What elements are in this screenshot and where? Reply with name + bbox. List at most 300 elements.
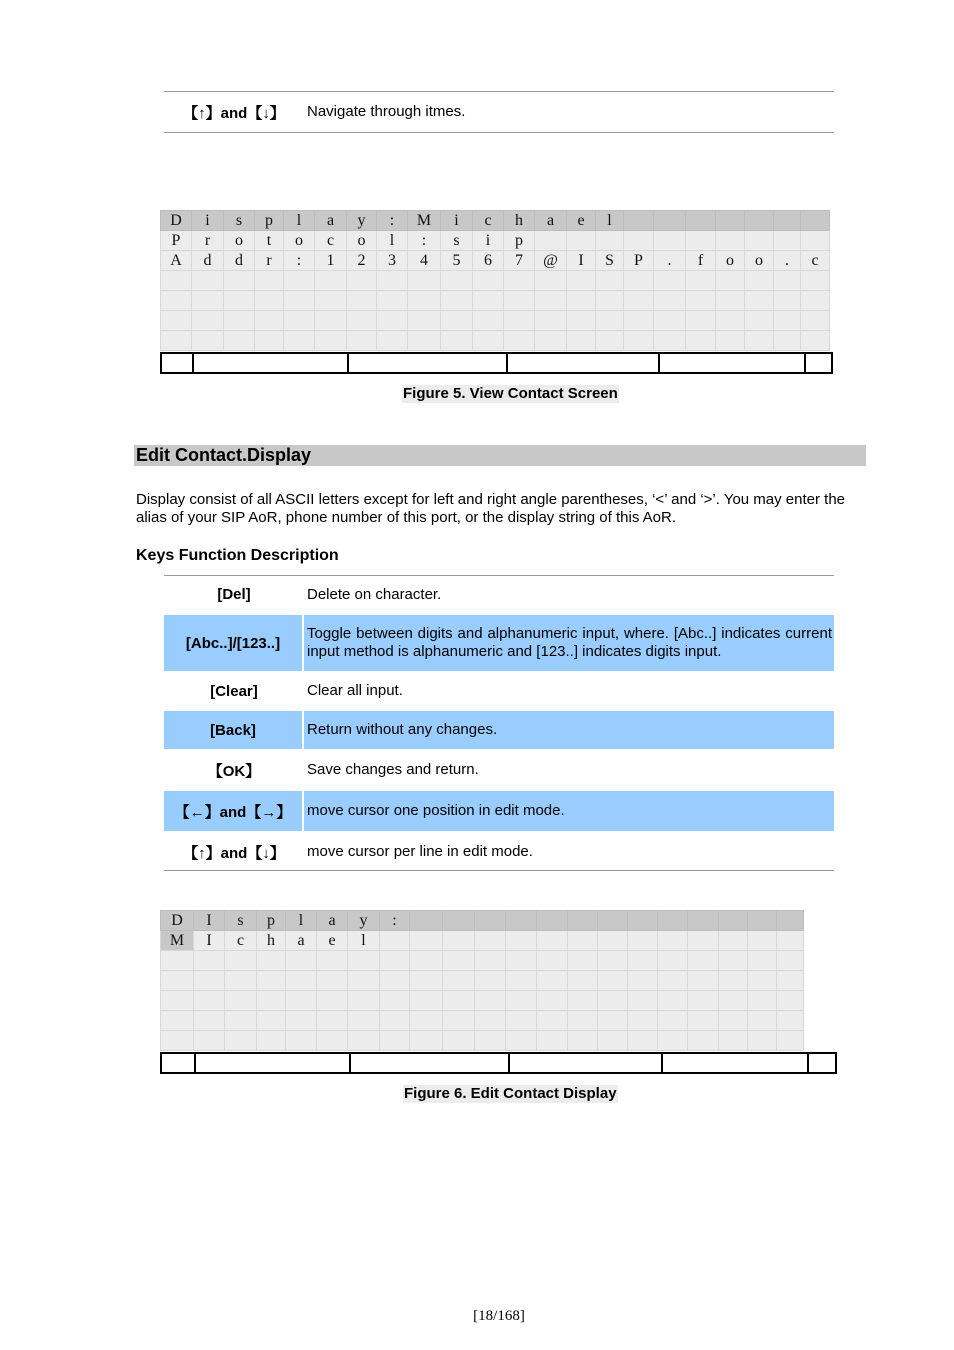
lcd-row: [161, 991, 804, 1011]
softkey-slot[interactable]: [349, 354, 508, 372]
lcd-cell: [224, 271, 255, 291]
lcd-cell: [567, 311, 596, 331]
lcd-cell: [628, 991, 658, 1011]
softkey-slot[interactable]: [196, 1054, 351, 1072]
lcd-cell: [628, 911, 658, 931]
lcd-cell: [443, 991, 475, 1011]
key-description: Navigate through itmes.: [307, 103, 466, 120]
lcd-cell: [377, 271, 408, 291]
lcd-cell: [410, 951, 443, 971]
figure6-caption: Figure 6. Edit Contact Display: [404, 1085, 617, 1102]
lcd-cell: [161, 991, 194, 1011]
lcd-cell: [192, 291, 224, 311]
lcd-cell: [598, 951, 628, 971]
table-row: [164, 751, 834, 789]
lcd-cell: [624, 331, 654, 351]
lcd-cell: [537, 1031, 568, 1051]
lcd-cell: [348, 1011, 380, 1031]
lcd-cell: [598, 1031, 628, 1051]
lcd-cell: [194, 951, 225, 971]
lcd-cell: [161, 971, 194, 991]
lcd-cell: [658, 991, 688, 1011]
lcd-row: [161, 211, 830, 231]
lcd-cell: [568, 931, 598, 951]
lcd-cell: [624, 291, 654, 311]
lcd-cell: l: [377, 231, 408, 251]
lcd-cell: [315, 271, 347, 291]
lcd-cell: p: [255, 211, 284, 231]
lcd-cell: [658, 911, 688, 931]
lcd-cell: A: [161, 251, 192, 271]
lcd-cell: P: [624, 251, 654, 271]
lcd-cell: [473, 271, 504, 291]
lcd-cell: S: [596, 251, 624, 271]
lcd-cell: t: [255, 231, 284, 251]
lcd-cell: [410, 971, 443, 991]
lcd-row: [161, 231, 830, 251]
lcd-cell: [475, 971, 506, 991]
softkey-slot[interactable]: [351, 1054, 510, 1072]
lcd-cell: 3: [377, 251, 408, 271]
lcd-cell: [801, 271, 830, 291]
lcd-cell: [506, 991, 537, 1011]
lcd-cell: [535, 291, 567, 311]
lcd-cell: [777, 991, 804, 1011]
lcd-cell: [719, 1011, 748, 1031]
softkey-slot[interactable]: [663, 1054, 809, 1072]
lcd-cell: [410, 931, 443, 951]
lcd-cell: [257, 991, 286, 1011]
lcd-cell: [777, 931, 804, 951]
lcd-cell: [686, 331, 716, 351]
lcd-cell: [654, 311, 686, 331]
lcd-cell: o: [347, 231, 377, 251]
key-description: move cursor per line in edit mode.: [307, 843, 533, 860]
lcd-cell: [535, 231, 567, 251]
lcd-cell: [658, 1011, 688, 1031]
lcd-cell: [748, 1011, 777, 1031]
lcd-cell: [568, 1031, 598, 1051]
lcd-cell: [598, 971, 628, 991]
softkey-slot[interactable]: [508, 354, 660, 372]
lcd-cell: [745, 211, 774, 231]
lcd-cell: [774, 231, 801, 251]
lcd-cell: [410, 991, 443, 1011]
lcd-cell: D: [161, 211, 192, 231]
lcd-row: [161, 951, 804, 971]
lcd-cell: [347, 291, 377, 311]
lcd-cell: [410, 911, 443, 931]
lcd-cell: [748, 1031, 777, 1051]
lcd-cell: [745, 311, 774, 331]
lcd-cell: [567, 331, 596, 351]
lcd-cell: c: [801, 251, 830, 271]
lcd-cell: 6: [473, 251, 504, 271]
lcd-cell: [284, 311, 315, 331]
lcd-cell: [475, 1011, 506, 1031]
lcd-cell: [286, 1011, 317, 1031]
lcd-cell: [658, 951, 688, 971]
lcd-cell: [315, 331, 347, 351]
lcd-cell: 4: [408, 251, 441, 271]
lcd-cell: [443, 951, 475, 971]
lcd-cell: [537, 971, 568, 991]
lcd-cell: [255, 311, 284, 331]
lcd-cell: [408, 311, 441, 331]
lcd-cell: [537, 911, 568, 931]
lcd-cell: [777, 911, 804, 931]
lcd-cell: [686, 271, 716, 291]
table-row: [164, 833, 834, 871]
lcd-cell: a: [286, 931, 317, 951]
lcd-cell: [161, 331, 192, 351]
lcd-cell: [475, 1031, 506, 1051]
softkey-slot[interactable]: [660, 354, 806, 372]
lcd-cell: [654, 291, 686, 311]
lcd-cell: h: [257, 931, 286, 951]
lcd-cell: [774, 331, 801, 351]
lcd-cell: [628, 1031, 658, 1051]
lcd-cell: [284, 331, 315, 351]
lcd-cell: [506, 951, 537, 971]
lcd-cell: 5: [441, 251, 473, 271]
lcd-cell: i: [192, 211, 224, 231]
lcd-cell: [377, 311, 408, 331]
table-row: [164, 613, 834, 673]
lcd-cell: [567, 291, 596, 311]
lcd-cell: e: [567, 211, 596, 231]
lcd-cell: [628, 971, 658, 991]
lcd-cell: c: [315, 231, 347, 251]
softkey-slot[interactable]: [162, 354, 194, 372]
lcd-cell: [408, 291, 441, 311]
lcd-cell: [568, 971, 598, 991]
lcd-cell: [654, 211, 686, 231]
lcd-cell: M: [408, 211, 441, 231]
lcd-cell: c: [473, 211, 504, 231]
lcd-cell: [257, 951, 286, 971]
lcd-cell: [192, 311, 224, 331]
lcd-cell: [596, 311, 624, 331]
lcd-cell: [777, 1031, 804, 1051]
lcd-cell: I: [194, 911, 225, 931]
lcd-cell: [284, 271, 315, 291]
lcd-cell: [719, 911, 748, 931]
lcd-cell: [596, 291, 624, 311]
lcd-cell: [777, 971, 804, 991]
softkey-slot[interactable]: [809, 1054, 835, 1072]
lcd-cell: .: [654, 251, 686, 271]
lcd-cell: [286, 1031, 317, 1051]
lcd-cell: [194, 991, 225, 1011]
lcd-cell: [348, 1031, 380, 1051]
lcd-cell: c: [225, 931, 257, 951]
lcd-cell: [774, 271, 801, 291]
top-table-rule-bottom: [164, 132, 834, 133]
lcd-cell: o: [745, 251, 774, 271]
lcd-cell: [161, 1011, 194, 1031]
lcd-cell: :: [377, 211, 408, 231]
lcd-cell: l: [596, 211, 624, 231]
table-row: [164, 576, 834, 613]
lcd-cell: [658, 971, 688, 991]
table-row: [164, 673, 834, 709]
lcd-cell: [161, 951, 194, 971]
lcd-cell: [377, 331, 408, 351]
lcd-row: [161, 1011, 804, 1031]
lcd-cell: [257, 1031, 286, 1051]
section-heading: Edit Contact.Display: [136, 445, 312, 465]
lcd-cell: f: [686, 251, 716, 271]
lcd-cell: [192, 271, 224, 291]
lcd-cell: [598, 911, 628, 931]
lcd-cell: [688, 951, 719, 971]
lcd-cell: a: [315, 211, 347, 231]
lcd-cell: [716, 291, 745, 311]
lcd-cell: [225, 951, 257, 971]
key-label: 【←】and【→】: [164, 791, 304, 831]
lcd-cell: [596, 331, 624, 351]
lcd-cell: [719, 951, 748, 971]
lcd-cell: [537, 951, 568, 971]
lcd-cell: [658, 1031, 688, 1051]
section-paragraph: Display consist of all ASCII letters except for left and right angle parentheses, ‘<’ and ‘>’. You may enter the alias of your SIP AoR, phone number of this port, or the display string of this AoR.: [136, 491, 846, 526]
lcd-cell: P: [161, 231, 192, 251]
lcd-cell: [408, 331, 441, 351]
lcd-cell: [408, 271, 441, 291]
key-label: [Del]: [217, 586, 251, 603]
lcd-cell: [286, 991, 317, 1011]
lcd-cell: [380, 1031, 410, 1051]
lcd-cell: [443, 1031, 475, 1051]
keys-table-rule-bottom: [164, 870, 834, 871]
lcd-cell: 1: [315, 251, 347, 271]
lcd-cell: e: [317, 931, 348, 951]
lcd-cell: [719, 931, 748, 951]
lcd-cell: [567, 231, 596, 251]
keys-function-table: [164, 576, 834, 871]
lcd-cell: [658, 931, 688, 951]
lcd-cell: [686, 291, 716, 311]
lcd-cell: [504, 291, 535, 311]
lcd-cell: [654, 271, 686, 291]
lcd-cell: [475, 951, 506, 971]
lcd-cell: [506, 1011, 537, 1031]
softkey-slot[interactable]: [510, 1054, 663, 1072]
lcd-cell: [506, 971, 537, 991]
key-label: 【↑】and【↓】: [183, 104, 285, 122]
lcd-cell: [255, 291, 284, 311]
lcd-cell: [380, 971, 410, 991]
lcd-cell: I: [194, 931, 225, 951]
edit-contact-lcd-screen: [160, 910, 804, 1051]
lcd-cell: [224, 291, 255, 311]
lcd-cell: [596, 271, 624, 291]
lcd-cell: [347, 311, 377, 331]
lcd-cell: d: [224, 251, 255, 271]
lcd-cell: [654, 231, 686, 251]
lcd-cell: [716, 271, 745, 291]
lcd-cell: [410, 1031, 443, 1051]
lcd-cell: [774, 311, 801, 331]
lcd-cell: s: [225, 911, 257, 931]
view-contact-lcd-screen: [160, 210, 830, 351]
lcd-cell: [475, 931, 506, 951]
lcd-cell: [257, 971, 286, 991]
lcd-cell: [506, 911, 537, 931]
lcd-cell: h: [504, 211, 535, 231]
lcd-cell: [317, 1031, 348, 1051]
lcd-cell: r: [192, 231, 224, 251]
lcd-cell: [315, 311, 347, 331]
key-label: [Clear]: [210, 682, 258, 700]
lcd-cell: [286, 951, 317, 971]
lcd-cell: o: [716, 251, 745, 271]
lcd-row: [161, 971, 804, 991]
lcd-cell: [801, 311, 830, 331]
lcd-cell: [380, 991, 410, 1011]
lcd-cell: [315, 291, 347, 311]
lcd-cell: a: [317, 911, 348, 931]
lcd-cell: [473, 331, 504, 351]
lcd-cell: [596, 231, 624, 251]
lcd-cell: [225, 971, 257, 991]
lcd-cell: [801, 211, 830, 231]
lcd-cell: D: [161, 911, 194, 931]
table-row: [164, 92, 834, 132]
lcd-cell: [628, 931, 658, 951]
lcd-cell: @: [535, 251, 567, 271]
lcd-cell: [774, 291, 801, 311]
lcd-cell: M: [161, 931, 194, 951]
view-contact-softkey-bar: [160, 352, 833, 374]
lcd-cell: [624, 211, 654, 231]
lcd-cell: [719, 1031, 748, 1051]
lcd-cell: [748, 951, 777, 971]
lcd-cell: :: [408, 231, 441, 251]
lcd-cell: [443, 971, 475, 991]
lcd-cell: [654, 331, 686, 351]
lcd-cell: [161, 271, 192, 291]
lcd-cell: [535, 271, 567, 291]
lcd-cell: [348, 951, 380, 971]
lcd-cell: [686, 231, 716, 251]
lcd-cell: [443, 1011, 475, 1031]
lcd-cell: [506, 931, 537, 951]
lcd-cell: [441, 291, 473, 311]
figure5-caption: Figure 5. View Contact Screen: [403, 385, 618, 402]
lcd-cell: [748, 971, 777, 991]
lcd-row: [161, 291, 830, 311]
lcd-cell: [537, 931, 568, 951]
lcd-cell: [377, 291, 408, 311]
lcd-cell: [194, 1011, 225, 1031]
lcd-cell: p: [504, 231, 535, 251]
lcd-cell: [801, 291, 830, 311]
lcd-cell: [688, 931, 719, 951]
lcd-cell: [716, 331, 745, 351]
lcd-cell: d: [192, 251, 224, 271]
key-description: Delete on character.: [307, 585, 442, 603]
lcd-cell: [441, 271, 473, 291]
lcd-cell: [777, 951, 804, 971]
lcd-cell: [255, 331, 284, 351]
lcd-cell: [475, 991, 506, 1011]
lcd-cell: [745, 271, 774, 291]
lcd-cell: [568, 911, 598, 931]
lcd-cell: [284, 291, 315, 311]
lcd-cell: [441, 331, 473, 351]
lcd-cell: [380, 1011, 410, 1031]
lcd-cell: l: [286, 911, 317, 931]
lcd-cell: i: [441, 211, 473, 231]
lcd-row: [161, 931, 804, 951]
keys-heading: Keys Function Description: [136, 547, 339, 564]
lcd-cell: [537, 1011, 568, 1031]
lcd-cell: [535, 311, 567, 331]
lcd-cell: [688, 971, 719, 991]
lcd-cell: [716, 311, 745, 331]
lcd-row: [161, 271, 830, 291]
lcd-cell: [745, 331, 774, 351]
lcd-cell: [716, 211, 745, 231]
softkey-slot[interactable]: [194, 354, 349, 372]
lcd-cell: l: [348, 931, 380, 951]
table-row: [164, 709, 834, 751]
lcd-cell: [194, 971, 225, 991]
lcd-cell: [748, 911, 777, 931]
lcd-cell: [473, 311, 504, 331]
lcd-cell: [347, 271, 377, 291]
key-label: 【OK】: [207, 762, 261, 780]
lcd-cell: [317, 971, 348, 991]
lcd-row: [161, 911, 804, 931]
page-number: [18/168]: [473, 1308, 525, 1324]
lcd-cell: p: [257, 911, 286, 931]
lcd-cell: .: [774, 251, 801, 271]
lcd-cell: [224, 331, 255, 351]
softkey-slot[interactable]: [806, 354, 831, 372]
key-label: 【↑】and【↓】: [183, 844, 285, 862]
lcd-cell: [745, 231, 774, 251]
lcd-cell: [801, 231, 830, 251]
lcd-cell: y: [348, 911, 380, 931]
lcd-cell: [748, 991, 777, 1011]
lcd-cell: [567, 271, 596, 291]
key-description: Save changes and return.: [307, 761, 479, 778]
lcd-cell: [719, 971, 748, 991]
lcd-cell: 2: [347, 251, 377, 271]
lcd-cell: [443, 931, 475, 951]
lcd-cell: [598, 991, 628, 1011]
lcd-cell: I: [567, 251, 596, 271]
lcd-cell: o: [224, 231, 255, 251]
softkey-slot[interactable]: [162, 1054, 196, 1072]
lcd-cell: [535, 331, 567, 351]
lcd-cell: y: [347, 211, 377, 231]
lcd-cell: s: [224, 211, 255, 231]
lcd-cell: [504, 311, 535, 331]
lcd-cell: [598, 1011, 628, 1031]
lcd-cell: [716, 231, 745, 251]
lcd-cell: [748, 931, 777, 951]
key-description: Toggle between digits and alphanumeric input, where. [Abc..] indicates current input method is alphanumeric and [123..] indicates digits input.: [304, 615, 834, 671]
lcd-cell: [317, 951, 348, 971]
lcd-cell: [628, 1011, 658, 1031]
lcd-cell: [624, 311, 654, 331]
lcd-cell: [801, 331, 830, 351]
lcd-cell: [568, 991, 598, 1011]
